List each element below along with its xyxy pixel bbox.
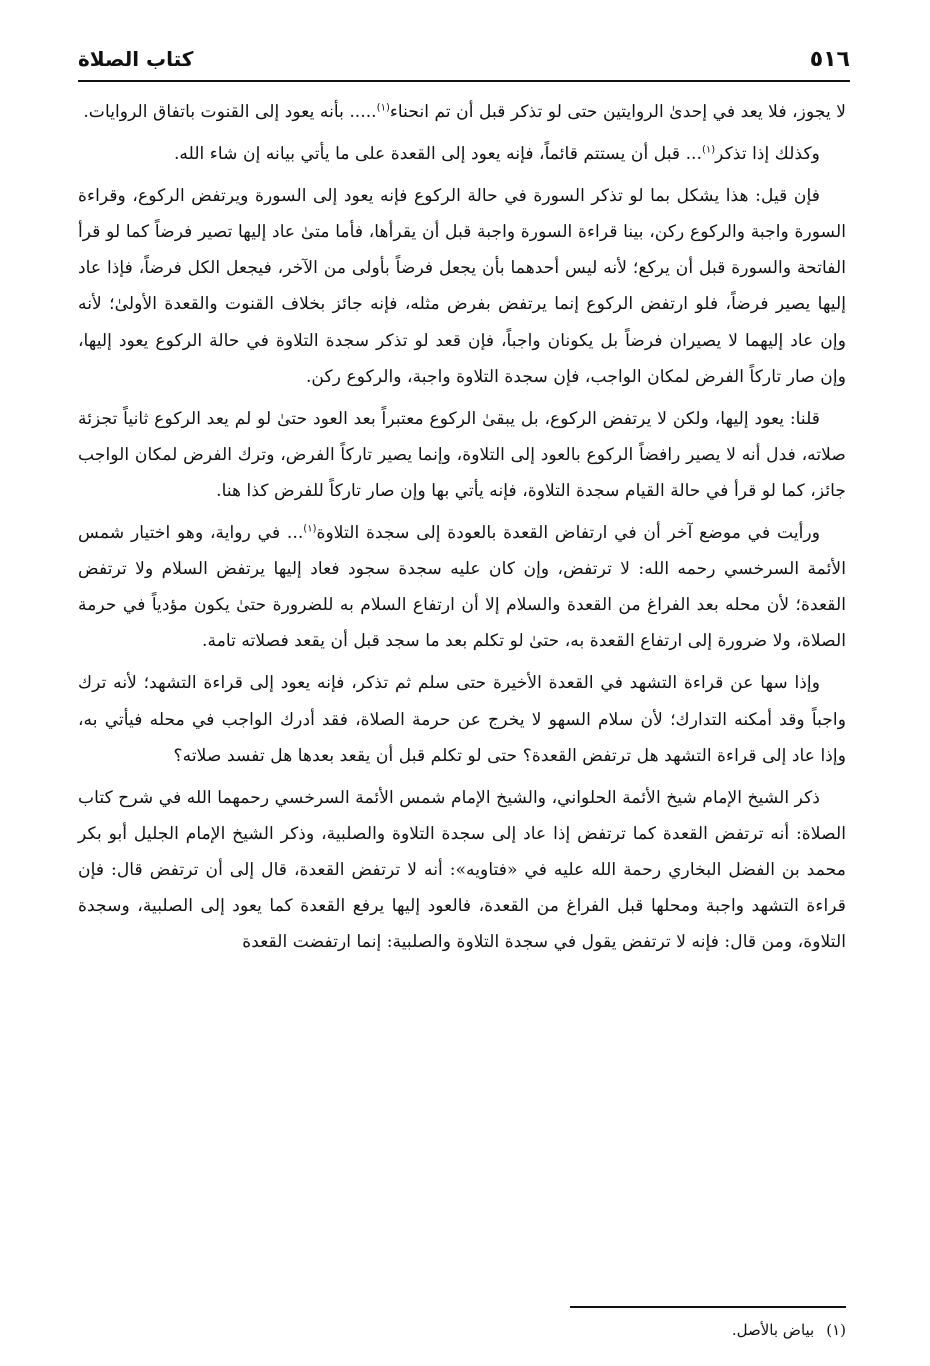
paragraph-text: وإذا سها عن قراءة التشهد في القعدة الأخيرة حتى سلم ثم تذكر، فإنه يعود إلى قراءة التشهد؛ لأنه ترك واجباً وقد أمكنه التدارك؛ لأن سلام السهو لا يخرج عن حرمة الصلاة، فقد أدرك الواجب في محله فيأتي به، وإذا عاد إلى قراءة التشهد هل ترتفض القعدة؟ حتى لو تكلم قبل أن يقعد بعدها هل تفسد صلاته؟ xyxy=(78,673,846,766)
paragraph xyxy=(78,136,846,172)
paragraph xyxy=(78,401,846,509)
paragraph xyxy=(78,665,846,773)
paragraph-text: قلنا: يعود إليها، ولكن لا يرتفض الركوع، بل يبقىٰ الركوع معتبراً بعد العود حتىٰ لو لم يعد الركوع ثانياً تجزئة صلاته، فدل أنه لا يصير رافضاً الركوع بالعود إلى التلاوة، وإنما يصير تاركاً الفرض، وترك الفرض لمكان الواجب جائز، كما لو قرأ في حالة القيام سجدة التلاوة، فإنه يأتي بها وإن صار تاركاً للفرض كذا هنا. xyxy=(78,408,846,501)
footnote-reference: (١) xyxy=(701,144,716,156)
footnote-reference: (١) xyxy=(376,102,390,114)
paragraph xyxy=(78,94,846,130)
paragraph xyxy=(78,515,846,659)
paragraph-text: لا يجوز، فلا يعد في إحدىٰ الروايتين حتى لو تذكر قبل أن تم انحناء xyxy=(389,102,846,122)
running-title: كتاب الصلاة xyxy=(78,47,194,71)
paragraph xyxy=(78,780,846,960)
footnote-divider xyxy=(570,1306,846,1308)
page-header xyxy=(78,38,850,82)
paragraph-text: ... قبل أن يستتم قائماً، فإنه يعود إلى القعدة على ما يأتي بيانه إن شاء الله. xyxy=(173,144,702,165)
footnote xyxy=(732,1318,846,1342)
page-number: ٥١٦ xyxy=(809,46,850,72)
paragraph-text: فإن قيل: هذا يشكل بما لو تذكر السورة في حالة الركوع فإنه يعود إلى السورة ويرتفض الركوع، وقراءة السورة واجبة والركوع ركن، بينا قراءة السورة واجبة قبل أن يقرأها، فأما متىٰ عاد إليها تصير فرضاً كما لو قرأ الفاتحة والسورة قبل أن يركع؛ لأنه ليس أحدهما بأن يجعل فرضاً بأولى من الآخر، فيجعل الكل فرضاً، فإذا عاد إليها يصير فرضاً، فلو ارتفض الركوع إنما يرتفض بفرض مثله، فإنه جائز بخلاف القنوت والقعدة الأولىٰ؛ لأنه وإن عاد إليهما لا يصيران فرضاً بل يكونان واجباً، فإن قعد لو تذكر سجدة التلاوة في حالة الركوع يعود إليها، وإن صار تاركاً الفرض لمكان الواجب، فإن سجدة التلاوة واجبة، والركوع ركن. xyxy=(78,186,846,387)
body-text xyxy=(78,94,846,966)
footnote-text: بياض بالأصل. xyxy=(731,1321,815,1339)
paragraph-text: ذكر الشيخ الإمام شيخ الأئمة الحلواني، والشيخ الإمام شمس الأئمة السرخسي رحمهما الله في شرح كتاب الصلاة: أنه ترتفض القعدة كما ترتفض إذا عاد إلى سجدة التلاوة والصلبية، وذكر الشيخ الإمام الجليل أبو بكر محمد بن الفضل البخاري رحمة الله عليه في «فتاويه»: أنه لا ترتفض القعدة، قال إلى أن ترتفض قال: فإن قراءة التشهد واجبة ومحلها قبل الفراغ من القعدة، فالعود إليها يرفع القعدة كما يعود إلى الصلبية، وسجدة التلاوة، ومن قال: فإنه لا ترتفض يقول في سجدة التلاوة والصلبية: إنما ارتفضت القعدة xyxy=(78,787,846,953)
footnote-reference: (١) xyxy=(303,523,317,535)
paragraph-text: ..... بأنه يعود إلى القنوت باتفاق الروايات. xyxy=(83,102,377,122)
paragraph-text: ورأيت في موضع آخر أن في ارتفاض القعدة بالعودة إلى سجدة التلاوة xyxy=(316,523,820,544)
footnote-number: (١) xyxy=(826,1321,846,1339)
paragraph xyxy=(78,178,846,395)
paragraph-text: ... في رواية، وهو اختيار شمس الأئمة السرخسي رحمه الله: لا ترتفض، وإن كان عليه سجدة سجود فعاد إليها يرتفض السلام ولا ترتفض القعدة؛ لأن محله بعد الفراغ من القعدة والسلام إلا أن ارتفاع السلام به للضرورة حتىٰ يكون مؤدياً في حرمة الصلاة، ولا ضرورة إلى ارتفاع القعدة به، حتىٰ لو تكلم بعد ما سجد قبل أن يقعد فصلاته تامة. xyxy=(78,523,846,652)
paragraph-text: وكذلك إذا تذكر xyxy=(715,144,820,165)
